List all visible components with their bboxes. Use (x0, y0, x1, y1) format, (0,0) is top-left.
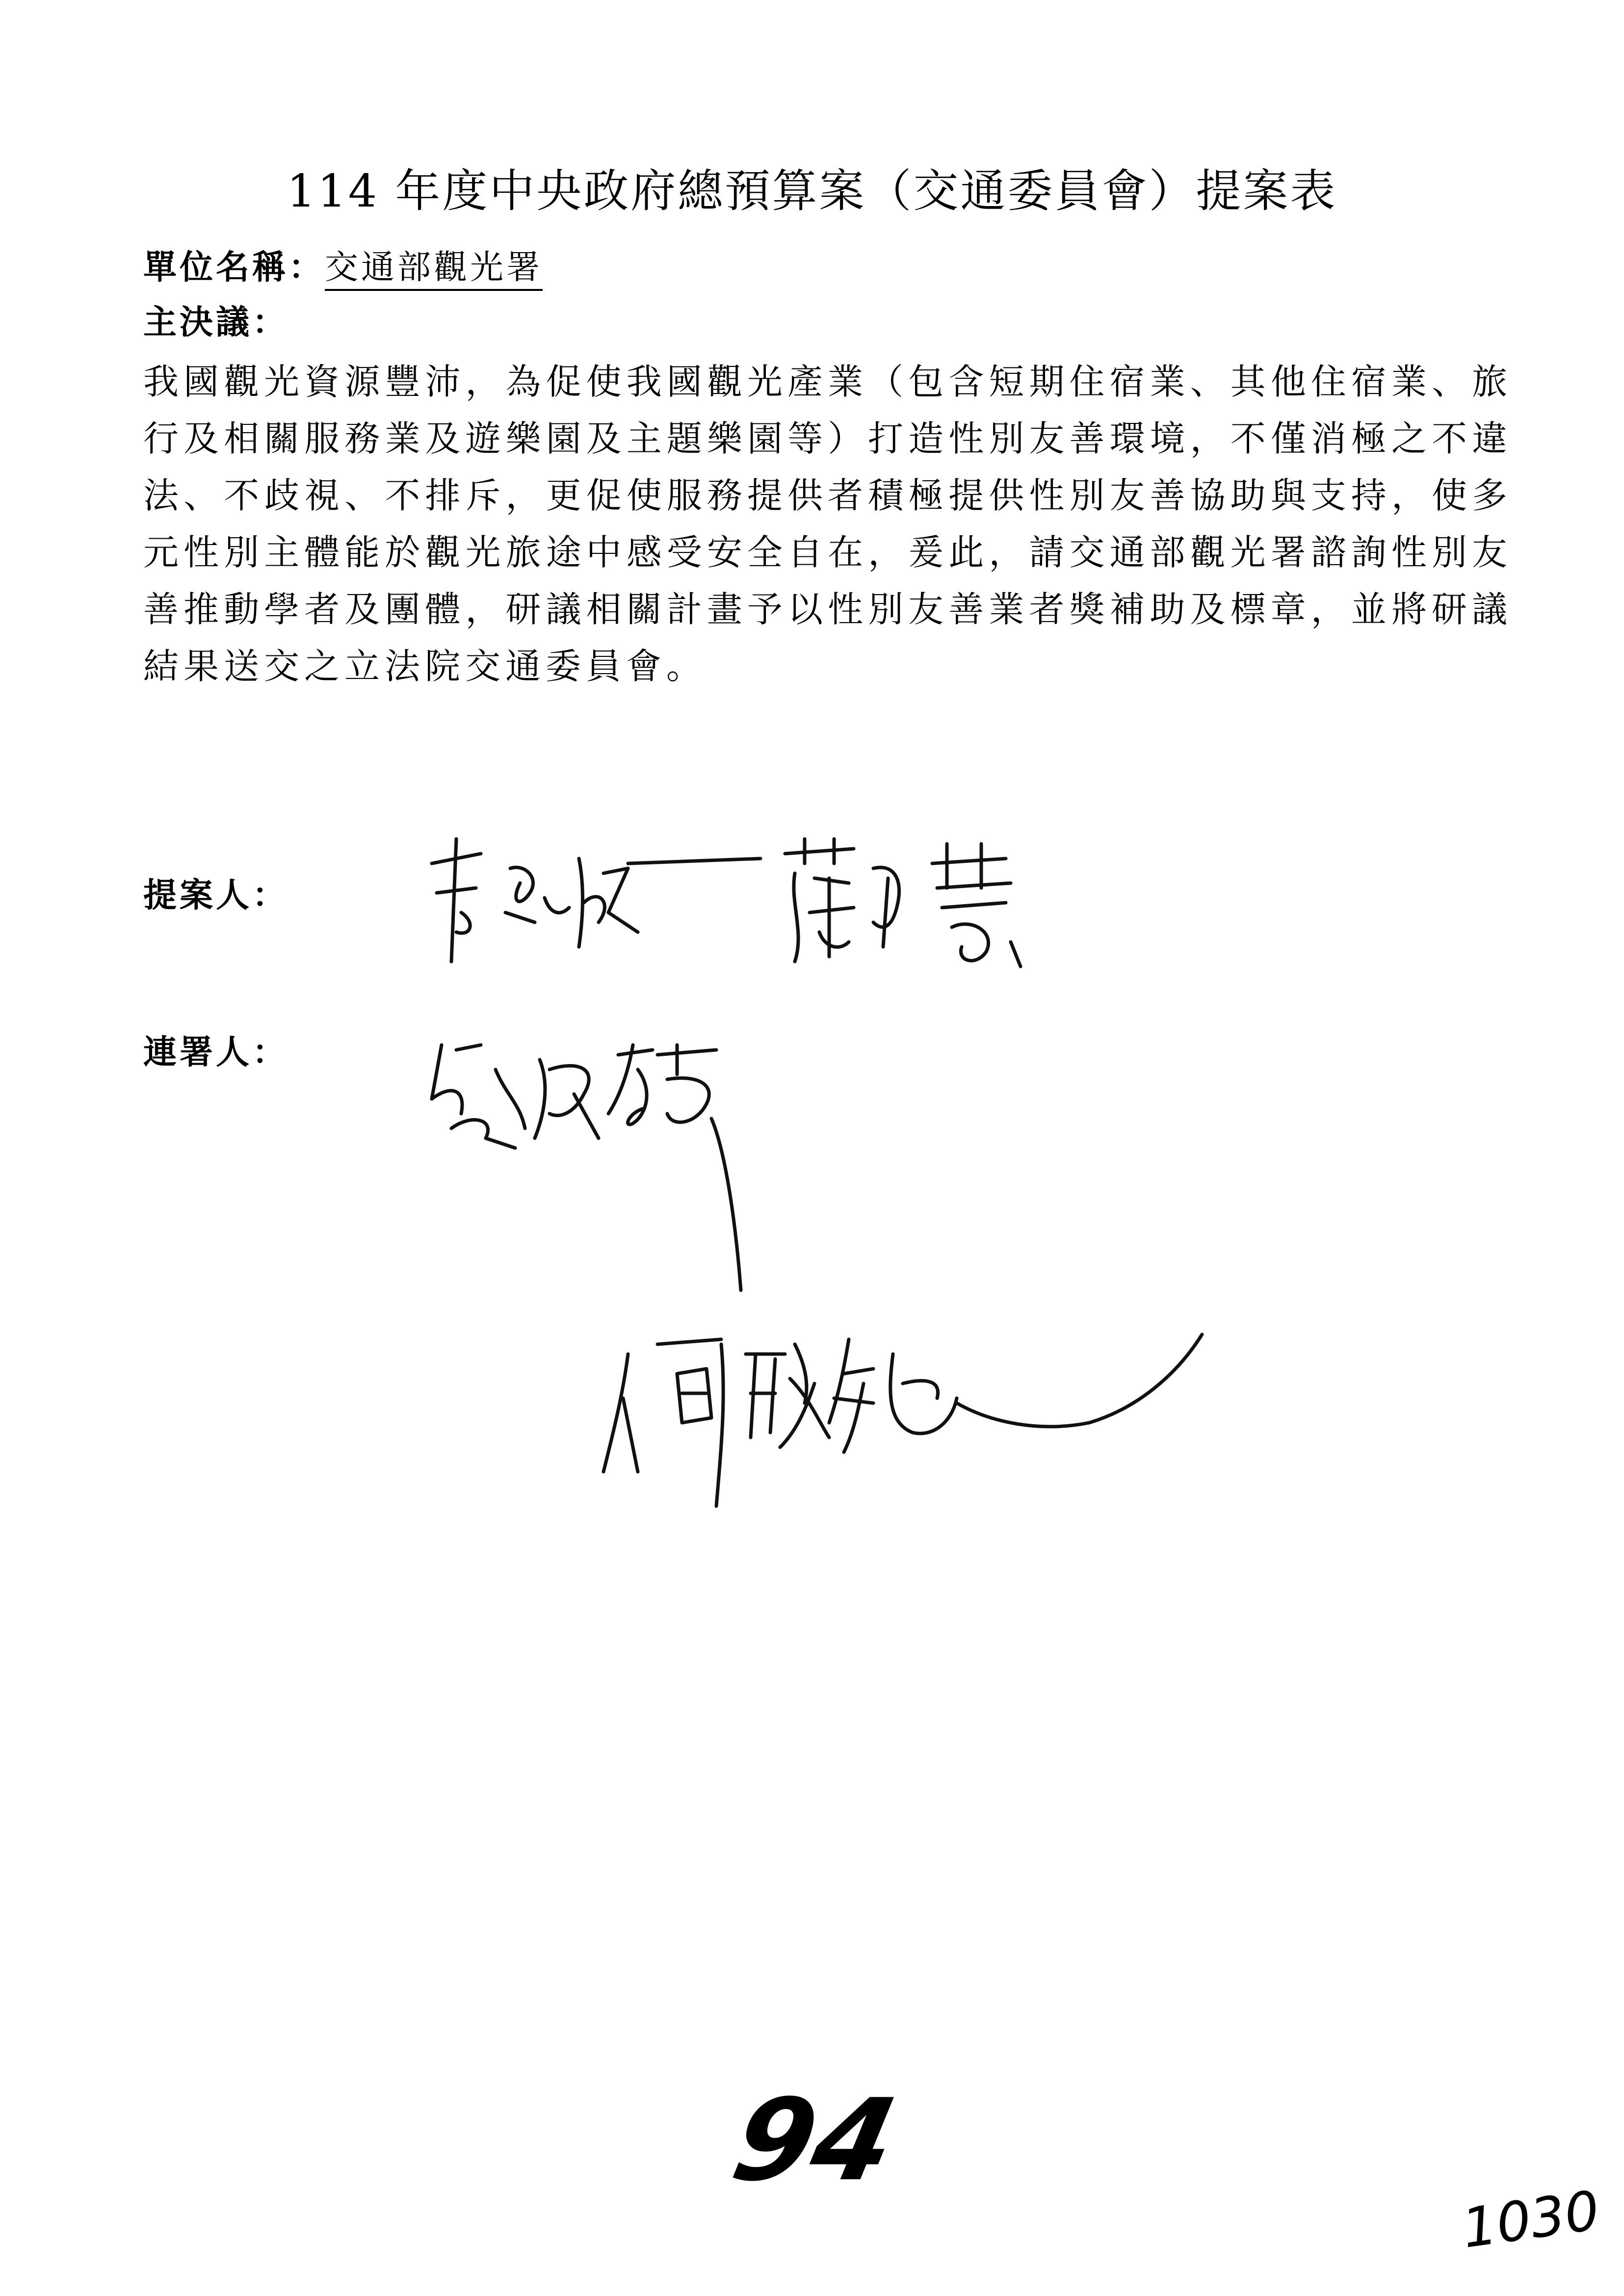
unit-value: 交通部觀光署 (325, 248, 543, 291)
proposer-signature-1 (422, 809, 765, 971)
unit-label: 單位名稱： (143, 248, 325, 287)
proposer-signature-2 (775, 834, 1030, 976)
document-title: 114 年度中央政府總預算案（交通委員會）提案表 (287, 165, 1337, 217)
cosigner-label: 連署人： (143, 1033, 289, 1072)
cosigner-signature-1 (422, 1030, 775, 1305)
handwritten-page-number: 94 (722, 2075, 907, 2206)
unit-row (143, 245, 543, 290)
cosigner-signature-2 (599, 1325, 1207, 1511)
resolution-label: 主決議： (143, 303, 289, 342)
resolution-text: 我國觀光資源豐沛，為促使我國觀光產業（包含短期住宿業、其他住宿業、旅行及相關服務業及遊樂園及主題樂園等）打造性別友善環境，不僅消極之不違法、不歧視、不排斥，更促使服務提供者積極提供性別友善協助與支持，使多元性別主體能於觀光旅途中感受安全自在，爰此，請交通部觀光署諮詢性別友善推動學者及團體，研議相關計畫予以性別友善業者獎補助及標章，並將研議結果送交之立法院交通委員會。 (143, 361, 1512, 687)
handwritten-document-number: 1030 (1458, 2179, 1603, 2260)
proposer-label: 提案人： (143, 876, 289, 915)
